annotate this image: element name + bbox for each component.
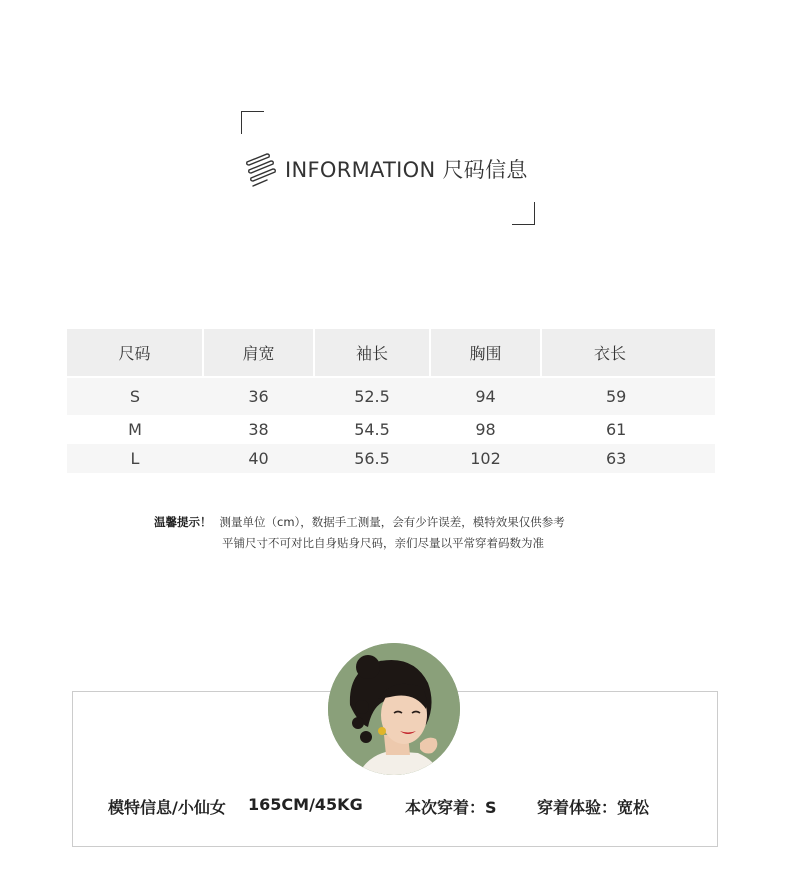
table-cell: 102 bbox=[430, 444, 541, 473]
table-cell: 63 bbox=[541, 444, 715, 473]
column-header-shoulder: 肩宽 bbox=[203, 329, 314, 376]
model-measurements: 165CM/45KG bbox=[248, 795, 363, 814]
table-cell: 36 bbox=[203, 378, 314, 415]
table-cell: M bbox=[67, 415, 203, 444]
tips-text-2: 平铺尺寸不可对比自身贴身尺码，亲们尽量以平常穿着码数为准 bbox=[222, 536, 544, 550]
column-header-chest: 胸围 bbox=[430, 329, 541, 376]
table-cell: 61 bbox=[541, 415, 715, 444]
title-corner-top-left bbox=[241, 111, 264, 134]
column-header-sleeve: 袖长 bbox=[314, 329, 430, 376]
table-cell: 40 bbox=[203, 444, 314, 473]
table-cell: 56.5 bbox=[314, 444, 430, 473]
table-cell: 94 bbox=[430, 378, 541, 415]
table-cell: 59 bbox=[541, 378, 715, 415]
column-header-size: 尺码 bbox=[67, 329, 203, 376]
page-title: INFORMATION 尺码信息 bbox=[285, 158, 528, 182]
table-cell: L bbox=[67, 444, 203, 473]
model-fit: 穿着体验：宽松 bbox=[537, 798, 650, 817]
table-cell: 98 bbox=[430, 415, 541, 444]
model-size-worn: 本次穿着：S bbox=[405, 798, 497, 817]
column-header-length: 衣长 bbox=[541, 329, 715, 376]
table-row bbox=[67, 444, 715, 473]
tips-text-1: 测量单位（cm），数据手工测量，会有少许误差，模特效果仅供参考 bbox=[219, 515, 565, 529]
table-cell: 52.5 bbox=[314, 378, 430, 415]
stacked-lines-icon bbox=[243, 150, 277, 190]
table-row bbox=[67, 415, 715, 444]
table-cell: 54.5 bbox=[314, 415, 430, 444]
table-cell: 38 bbox=[203, 415, 314, 444]
title-corner-bottom-right bbox=[512, 202, 535, 225]
tips-line-1 bbox=[154, 514, 565, 530]
model-name: 模特信息/小仙女 bbox=[108, 798, 226, 817]
tips-label: 温馨提示！ bbox=[154, 515, 212, 529]
table-row bbox=[67, 378, 715, 415]
table-cell: S bbox=[67, 378, 203, 415]
model-avatar bbox=[328, 643, 460, 775]
size-table bbox=[67, 329, 715, 473]
table-header-row bbox=[67, 329, 715, 376]
